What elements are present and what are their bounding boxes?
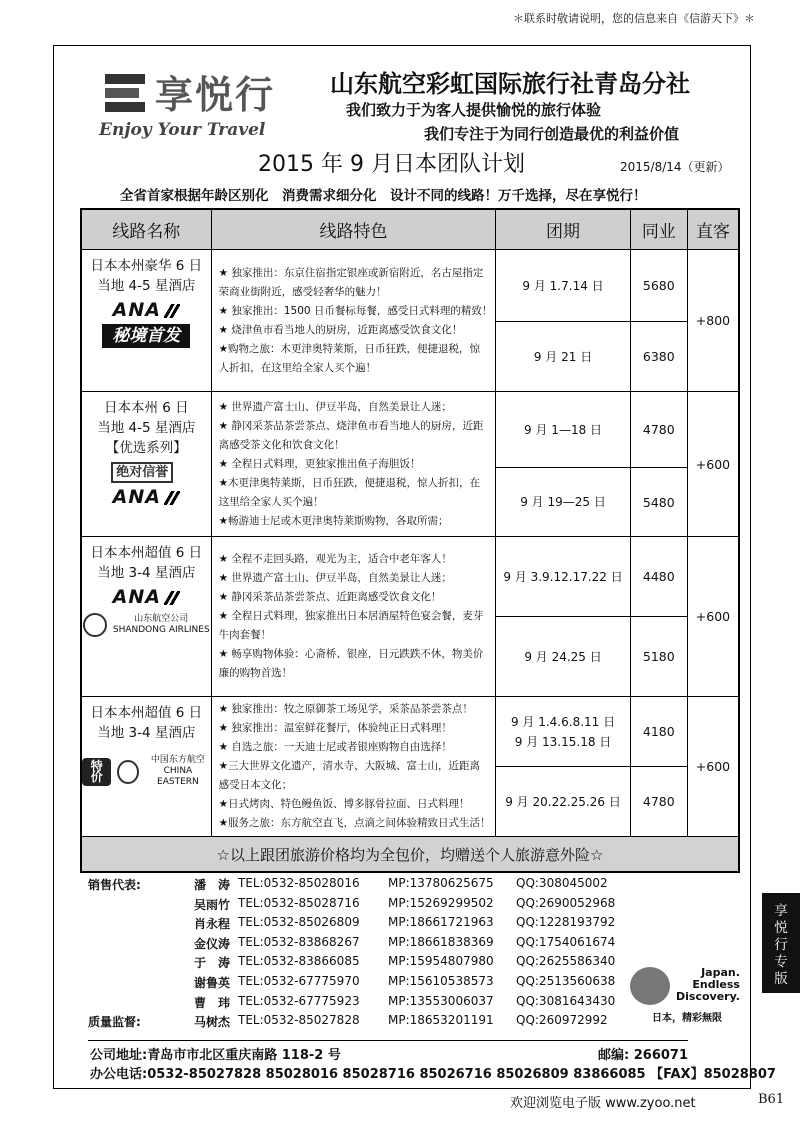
tour-table: [80, 208, 740, 873]
features-cell: [211, 697, 496, 837]
features-cell: [211, 250, 496, 392]
sales-label: 销售代表:: [88, 878, 141, 892]
feature-line: 感受日本文化；: [218, 779, 293, 791]
route-name: 日本本州超值 6 日: [90, 705, 203, 721]
exclusive-badge: 秘境首发: [102, 324, 190, 348]
ana-logo: ANA: [82, 587, 211, 607]
group-date: 9 月 1.7.14 日: [496, 250, 630, 322]
contact-mobile: MP:15610538573: [388, 973, 494, 988]
feature-line: ★ 全程日式料理，独家推出日本居酒屋特色宴会餐，麦芽: [218, 610, 484, 622]
logo-cn-text: 享悦行: [155, 72, 276, 117]
feature-line: ★购物之旅：木更津奥特莱斯，日币狂跌，便捷退税，惊: [218, 342, 480, 355]
contact-mobile: MP:18661721963: [388, 915, 494, 930]
airline-en: SHANDONG AIRLINES: [112, 625, 210, 635]
contact-tel: TEL:0532-85026809: [238, 915, 360, 930]
header-features: 线路特色: [211, 209, 496, 250]
airline-cn: 中国东方航空: [150, 755, 205, 765]
group-date-line: 9 月 1.4.6.8.11 日: [510, 714, 616, 729]
feature-line: ★ 世界遗产富士山、伊豆半岛，自然美景让人迷；: [218, 572, 452, 584]
contact-tel: TEL:0532-67775923: [238, 993, 360, 1008]
side-tab-char: 专: [774, 954, 788, 970]
feature-line: ★ 独家推出：东京住宿指定银座或新宿附近，名古屋指定: [218, 266, 484, 279]
header-dates: 团期: [496, 209, 630, 250]
contact-qq: QQ:1754061674: [516, 934, 616, 949]
route-series: 【优选系列】: [105, 440, 187, 456]
contact-mobile: MP:13780625675: [388, 876, 494, 890]
contact-tel: TEL:0532-85028716: [238, 895, 360, 910]
contact-mobile: MP:18653201191: [388, 1013, 494, 1028]
supervisor-label: 质量监督:: [88, 1015, 141, 1030]
logo-en-text: Enjoy Your Travel: [99, 120, 266, 140]
group-date: 9 月 19—25 日: [496, 468, 630, 537]
group-date: 9 月 21 日: [496, 322, 630, 392]
contact-mobile: MP:13553006037: [388, 993, 494, 1008]
table-header-row: [81, 209, 739, 250]
trade-price: 4780: [630, 767, 687, 837]
feature-line: ★ 独家推出：牧之原御茶工场见学，采茶品茶尝茶点！: [218, 703, 473, 715]
table-row: [81, 537, 739, 617]
contact-tel: TEL:0532-67775970: [238, 973, 360, 988]
direct-price: +600: [687, 697, 739, 837]
feature-line: 荣商业街附近，感受轻奢华的魅力！: [218, 285, 387, 298]
contact-mobile: MP:15954807980: [388, 954, 494, 969]
contact-name: 谢鲁英: [193, 975, 230, 990]
contact-qq: QQ:2690052968: [516, 895, 616, 910]
group-date-line: 9 月 13.15.18 日: [514, 734, 612, 749]
table-row: [81, 250, 739, 322]
table-row: [81, 697, 739, 767]
contact-name: 吴雨竹: [193, 897, 230, 912]
motto: 全省首家根据年龄区别化 消费需求细分化 设计不同的线路！万千选择，尽在享悦行！: [120, 188, 647, 204]
route-hotel: 当地 4-5 星酒店: [97, 278, 196, 294]
route-hotel: 当地 4-5 星酒店: [97, 420, 196, 436]
header-direct-price: 直客: [687, 209, 739, 250]
group-date: 9 月 20.22.25.26 日: [496, 767, 630, 837]
contact-qq: QQ:2625586340: [516, 954, 616, 969]
page-number: B61: [758, 1092, 785, 1107]
contact-tel: TEL:0532-83868267: [238, 934, 360, 949]
route-cell: [81, 392, 211, 537]
china-eastern-logo: [82, 755, 211, 788]
cherry-blossom-icon: [630, 967, 670, 1005]
side-tab-char: 版: [774, 971, 788, 987]
route-cell: [81, 250, 211, 392]
office-phones: 办公电话:0532-85027828 85028016 85028716 85026716 85026809 83866085 【FAX】85028807: [90, 1067, 776, 1082]
contact-qq: QQ:1228193792: [516, 915, 616, 930]
website-note[interactable]: 欢迎浏览电子版 www.zyoo.net: [510, 1096, 696, 1111]
route-hotel: 当地 3-4 星酒店: [97, 565, 196, 581]
shandong-airlines-logo: [82, 613, 211, 637]
divider: [88, 1040, 688, 1041]
feature-line: ★ 独家推出：1500 日币餐标每餐，感受日式料理的精致！: [218, 304, 493, 317]
table-footer-row: [81, 837, 739, 873]
features-cell: [211, 392, 496, 537]
route-name: 日本本州超值 6 日: [90, 545, 203, 561]
features-cell: [211, 537, 496, 697]
header-trade-price: 同业: [630, 209, 687, 250]
trade-price: 5480: [630, 468, 687, 537]
reputation-stamp: 绝对信誉: [111, 462, 173, 483]
feature-line: 人折扣，在这里给全家人买个遍！: [218, 361, 377, 374]
company-name: 山东航空彩虹国际旅行社青岛分社: [330, 70, 690, 98]
trade-price: 6380: [630, 322, 687, 392]
contact-name: 马树杰: [193, 1015, 230, 1030]
japan-slogan-line: Endless: [692, 978, 740, 991]
side-tab-char: 享: [774, 903, 788, 919]
japan-cn-slogan: 日本，精彩無限: [652, 1013, 722, 1024]
feature-line: ★ 独家推出：温室鲜花餐厅，体验纯正日式料理！: [218, 722, 452, 734]
postcode: 邮编: 266071: [598, 1048, 688, 1063]
direct-price: +600: [687, 392, 739, 537]
group-date: 9 月 1—18 日: [496, 392, 630, 468]
feature-line: ★服务之旅：东方航空直飞，点滴之间体验精致日式生活！: [218, 817, 491, 829]
feature-line: ★ 全程不走回头路，观光为主，适合中老年客人！: [218, 553, 452, 565]
feature-line: 这里给全家人买个遍！: [218, 495, 324, 508]
feature-line: ★ 畅享购物体验：心斋桥、银座，日元跌跌不休，物美价: [218, 648, 484, 660]
header-route: 线路名称: [81, 209, 211, 250]
plan-title: 2015 年 9 月日本团队计划: [258, 152, 525, 177]
contact-name: 于 涛: [193, 956, 230, 971]
airline-en: CHINA EASTERN: [157, 766, 199, 787]
ana-logo: ANA: [113, 487, 180, 507]
direct-price: +600: [687, 537, 739, 697]
route-hotel: 当地 3-4 星酒店: [97, 725, 196, 741]
contact-mobile: MP:15269299502: [388, 895, 494, 910]
table-row: [81, 392, 739, 468]
company-address: 公司地址:青岛市市北区重庆南路 118-2 号: [90, 1048, 341, 1063]
group-date: 9 月 24.25 日: [496, 617, 630, 697]
logo-mark-icon: [103, 70, 149, 116]
trade-price: 4180: [630, 697, 687, 767]
route-cell: [81, 697, 211, 837]
route-cell: [81, 537, 211, 697]
feature-line: ★三大世界文化遗产，清水寺、大阪城、富士山，近距离: [218, 760, 480, 772]
side-tab-char: 悦: [774, 920, 788, 936]
feature-line: 廉的购物首选！: [218, 667, 293, 679]
feature-line: ★ 静冈采茶品茶尝茶点、近距离感受饮食文化！: [218, 591, 442, 603]
slogan-line-2: 我们专注于为同行创造最优的利益价值: [424, 125, 680, 143]
feature-line: ★ 全程日式料理，更独家推出鱼子海胆饭！: [218, 457, 421, 470]
top-note: ＊联系时敬请说明，您的信息来自《信游天下》＊: [513, 12, 755, 25]
slogan-line-1: 我们致力于为客人提供愉悦的旅行体验: [346, 101, 602, 119]
direct-price: +800: [687, 250, 739, 392]
feature-line: ★ 静冈采茶品茶尝茶点、烧津鱼市看当地人的厨房，近距: [218, 419, 484, 432]
insurance-note: ☆以上跟团旅游价格均为全包价，均赠送个人旅游意外险☆: [81, 837, 739, 873]
japan-slogan-line: Discovery.: [676, 990, 740, 1003]
airline-circle-icon: [83, 613, 107, 637]
update-date: 2015/8/14（更新）: [620, 160, 730, 174]
trade-price: 5680: [630, 250, 687, 322]
airline-swallow-icon: [117, 760, 139, 784]
contact-name: 曹 玮: [193, 995, 230, 1010]
feature-line: ★ 世界遗产富士山、伊豆半岛，自然美景让人迷；: [218, 400, 452, 413]
feature-line: ★ 自选之旅：一天迪士尼或者银座购物自由选择！: [218, 741, 452, 753]
group-date: [496, 697, 630, 767]
feature-line: ★ 烧津鱼市看当地人的厨房，近距离感受饮食文化！: [218, 323, 463, 336]
contact-name: 潘 涛: [193, 878, 230, 892]
contact-tel: TEL:0532-83866085: [238, 954, 360, 969]
feature-line: 离感受茶文化和饮食文化！: [218, 438, 345, 451]
feature-line: ★畅游迪士尼或木更津奥特莱斯购物，各取所需；: [218, 514, 449, 527]
japan-slogan-line: Japan.: [701, 966, 740, 979]
contact-name: 金仪涛: [193, 936, 230, 951]
japan-slogan: [676, 967, 740, 1003]
brand-logo: [97, 64, 301, 146]
side-tab: [762, 893, 800, 993]
contact-tel: TEL:0532-85027828: [238, 1013, 360, 1028]
contact-name: 肖永程: [193, 917, 230, 932]
feature-line: ★日式烤肉、特色鳗鱼饭、博多豚骨拉面、日式料理！: [218, 798, 470, 810]
side-tab-char: 行: [774, 937, 788, 953]
route-name: 日本本州豪华 6 日: [90, 258, 203, 274]
airline-cn: 山东航空公司: [134, 614, 189, 624]
contact-qq: QQ:308045002: [516, 876, 608, 890]
ana-logo: ANA: [82, 300, 211, 320]
feature-line: ★木更津奥特莱斯，日币狂跌，便捷退税，惊人折扣，在: [218, 476, 480, 489]
contact-tel: TEL:0532-85028016: [238, 876, 360, 890]
group-date: 9 月 3.9.12.17.22 日: [496, 537, 630, 617]
contact-qq: QQ:3081643430: [516, 993, 616, 1008]
japan-endless-discovery-logo: [630, 965, 740, 1025]
feature-line: 牛肉套餐！: [218, 629, 272, 641]
special-price-badge: 特价: [82, 758, 111, 786]
contact-qq: QQ:260972992: [516, 1013, 608, 1028]
trade-price: 4780: [630, 392, 687, 468]
contact-mobile: MP:18661838369: [388, 934, 494, 949]
route-name: 日本本州 6 日: [103, 400, 189, 416]
trade-price: 5180: [630, 617, 687, 697]
contact-qq: QQ:2513560638: [516, 973, 616, 988]
trade-price: 4480: [630, 537, 687, 617]
